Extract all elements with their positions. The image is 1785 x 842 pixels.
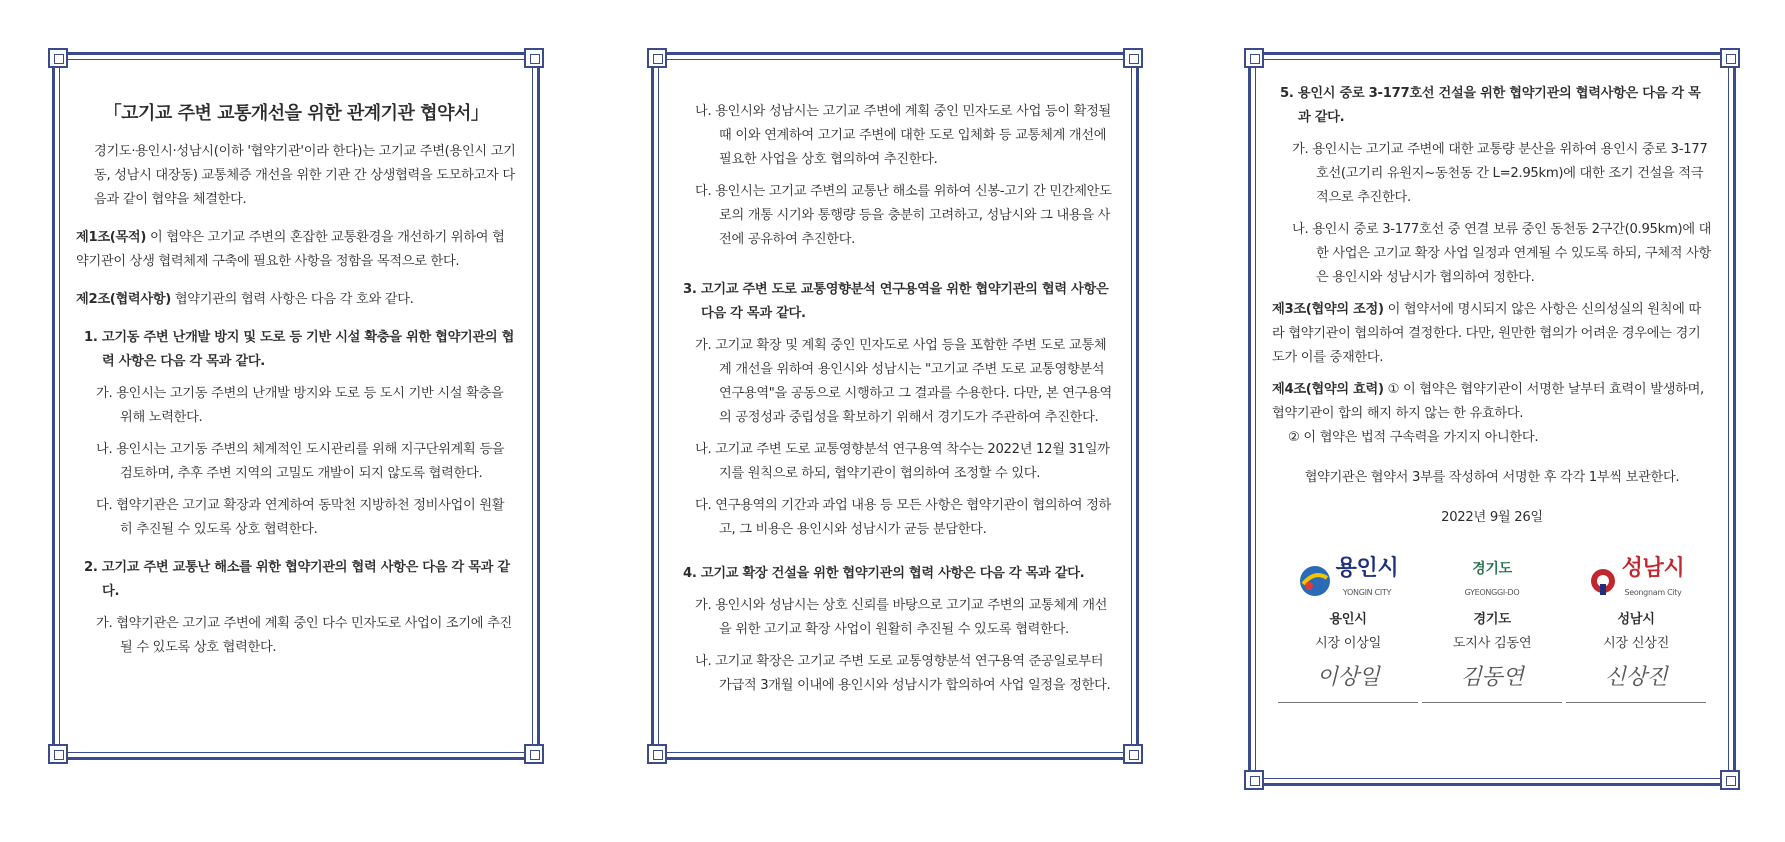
yongin-signature: 이상일	[1278, 666, 1418, 703]
clause-1-a: 가. 용인시는 고기동 주변의 난개발 방지와 도로 등 도시 기반 시설 확충을 위해 노력한다.	[96, 386, 504, 425]
seongnam-logo	[1566, 558, 1706, 604]
clause-1-c: 다. 협약기관은 고기교 확장과 연계하여 동막천 지방하천 정비사업이 원활히 추진될 수 있도록 상호 협력한다.	[96, 498, 505, 537]
seongnam-signature: 신상진	[1566, 666, 1706, 703]
seongnam-org-name: 성남시	[1617, 612, 1655, 627]
signatories	[1272, 558, 1712, 703]
seongnam-logo-text: 성남시	[1621, 556, 1685, 581]
article-3-body: 이 협약서에 명시되지 않은 사항은 신의성실의 원칙에 따라 협약기관이 협의하여 결정한다. 다만, 원만한 협의가 어려운 경우에는 경기도가 이를 중재한다.	[1272, 302, 1701, 365]
article-4	[1272, 378, 1712, 426]
article-1	[76, 226, 516, 274]
clause-3-a: 가. 고기교 확장 및 계획 중인 민자도로 사업 등을 포함한 주변 도로 교통체계 개선을 위하여 용인시와 성남시는 "고기교 주변 도로 교통영향분석 연구용역"을 공동으로 시행하고 그 결과를 수용한다. 다만, 본 연구용역의 공정성과 중립성을 확보하기 위해서 경기도가 주관하여 추진한다.	[695, 338, 1112, 425]
seongnam-emblem-icon	[1588, 566, 1618, 596]
seongnam-logo-subtext: Seongnam City	[1624, 588, 1682, 597]
article-1-body: 이 협약은 고기교 주변의 혼잡한 교통환경을 개선하기 위하여 협약기관이 상생 협력체제 구축에 필요한 사항을 정함을 목적으로 한다.	[76, 230, 505, 269]
clause-2-c: 다. 용인시는 고기교 주변의 교통난 해소를 위하여 신봉-고기 간 민간제안도로의 개통 시기와 통행량 등을 충분히 고려하고, 성남시와 그 내용을 사전에 공유하여 추진한다.	[695, 184, 1112, 247]
article-2-heading: 제2조(협력사항)	[76, 292, 171, 307]
clause-2: 2. 고기교 주변 교통난 해소를 위한 협약기관의 협력 사항은 다음 각 목과 같다.	[84, 560, 510, 599]
clause-5-b: 나. 용인시 중로 3-177호선 중 연결 보류 중인 동천동 2구간(0.95km)에 대한 사업은 고기교 확장 사업 일정과 연계될 수 있도록 하되, 구체적 사항은 용인시와 성남시가 협의하여 정한다.	[1292, 222, 1712, 285]
gyeonggi-logo	[1422, 558, 1562, 604]
closing-statement: 협약기관은 협약서 3부를 작성하여 서명한 후 각각 1부씩 보관한다.	[1304, 470, 1680, 485]
gyeonggi-person: 도지사 김동연	[1452, 636, 1532, 651]
clause-1-b: 나. 용인시는 고기동 주변의 체계적인 도시관리를 위해 지구단위계획 등을 검토하며, 추후 주변 지역의 고밀도 개발이 되지 않도록 협력한다.	[96, 442, 505, 481]
yongin-org-name: 용인시	[1329, 612, 1367, 627]
clause-2-a: 가. 협약기관은 고기교 주변에 계획 중인 다수 민자도로 사업이 조기에 추진될 수 있도록 상호 협력한다.	[96, 616, 512, 655]
clause-4-a: 가. 용인시와 성남시는 상호 신뢰를 바탕으로 고기교 주변의 교통체계 개선을 위한 고기교 확장 사업이 원활히 추진될 수 있도록 협력한다.	[695, 598, 1108, 637]
agreement-page-2	[651, 52, 1139, 760]
page-3-content	[1272, 82, 1712, 703]
page-2-content	[675, 92, 1115, 698]
agreement-date: 2022년 9월 26일	[1441, 510, 1543, 525]
gyeonggi-org-name: 경기도	[1473, 612, 1511, 627]
seongnam-person: 시장 신상진	[1602, 636, 1670, 651]
page-1-content	[76, 76, 516, 660]
article-2-body: 협약기관의 협력 사항은 다음 각 호와 같다.	[170, 292, 414, 307]
gyeonggi-logo-subtext: GYEONGGI-DO	[1464, 588, 1520, 597]
clause-5-a: 가. 용인시는 고기교 주변에 대한 교통량 분산을 위하여 용인시 중로 3-177호선(고기리 유원지~동천동 간 L=2.95km)에 대한 조기 건설을 적극적으로 추진한다.	[1292, 142, 1708, 205]
article-4-clause-2: ② 이 협약은 법적 구속력을 가지지 아니한다.	[1288, 430, 1539, 445]
gyeonggi-signature: 김동연	[1422, 666, 1562, 703]
clause-4: 4. 고기교 확장 건설을 위한 협약기관의 협력 사항은 다음 각 목과 같다.	[683, 566, 1085, 581]
signatory-gyeonggi	[1422, 558, 1562, 703]
article-3-heading: 제3조(협약의 조정)	[1272, 302, 1384, 317]
article-4-heading: 제4조(협약의 효력)	[1272, 382, 1384, 397]
clause-5: 5. 용인시 중로 3-177호선 건설을 위한 협약기관의 협력사항은 다음 각 목과 같다.	[1280, 86, 1701, 125]
article-2	[76, 288, 516, 312]
yongin-emblem-icon	[1298, 564, 1332, 598]
article-3	[1272, 298, 1712, 370]
yongin-logo	[1278, 558, 1418, 604]
clause-3: 3. 고기교 주변 도로 교통영향분석 연구용역을 위한 협약기관의 협력 사항은 다음 각 목과 같다.	[683, 282, 1109, 321]
intro-paragraph: 경기도·용인시·성남시(이하 '협약기관'이라 한다)는 고기교 주변(용인시 고기동, 성남시 대장동) 교통체증 개선을 위한 기관 간 상생협력을 도모하고자 다음과 같이 협약을 체결한다.	[94, 144, 516, 207]
article-1-heading: 제1조(목적)	[76, 230, 147, 245]
yongin-person: 시장 이상일	[1314, 636, 1382, 651]
article-4-body: ① 이 협약은 협약기관이 서명한 날부터 효력이 발생하며, 협약기관이 합의 해지 하지 않는 한 유효하다.	[1272, 382, 1704, 421]
signatory-seongnam	[1566, 558, 1706, 703]
clause-3-c: 다. 연구용역의 기간과 과업 내용 등 모든 사항은 협약기관이 협의하여 정하고, 그 비용은 용인시와 성남시가 균등 분담한다.	[695, 498, 1111, 537]
document-title: 「고기교 주변 교통개선을 위한 관계기관 협약서」	[103, 103, 489, 124]
clause-3-b: 나. 고기교 주변 도로 교통영향분석 연구용역 착수는 2022년 12월 31일까지를 원칙으로 하되, 협약기관이 협의하여 조정할 수 있다.	[695, 442, 1110, 481]
gyeonggi-logo-text: 경기도	[1472, 561, 1512, 577]
yongin-logo-text: 용인시	[1335, 556, 1399, 581]
agreement-page-3	[1248, 52, 1736, 786]
clause-4-b: 나. 고기교 확장은 고기교 주변 도로 교통영향분석 연구용역 준공일로부터 가급적 3개월 이내에 용인시와 성남시가 합의하여 사업 일정을 정한다.	[695, 654, 1111, 693]
clause-2-b: 나. 용인시와 성남시는 고기교 주변에 계획 중인 민자도로 사업 등이 확정될 때 이와 연계하여 고기교 주변에 대한 도로 입체화 등 교통체계 개선에 필요한 사업을 상호 협의하여 추진한다.	[695, 104, 1111, 167]
signatory-yongin	[1278, 558, 1418, 703]
clause-1: 1. 고기동 주변 난개발 방지 및 도로 등 기반 시설 확충을 위한 협약기관의 협력 사항은 다음 각 목과 같다.	[84, 330, 515, 369]
yongin-logo-subtext: YONGIN CITY	[1342, 588, 1392, 597]
agreement-page-1	[52, 52, 540, 760]
